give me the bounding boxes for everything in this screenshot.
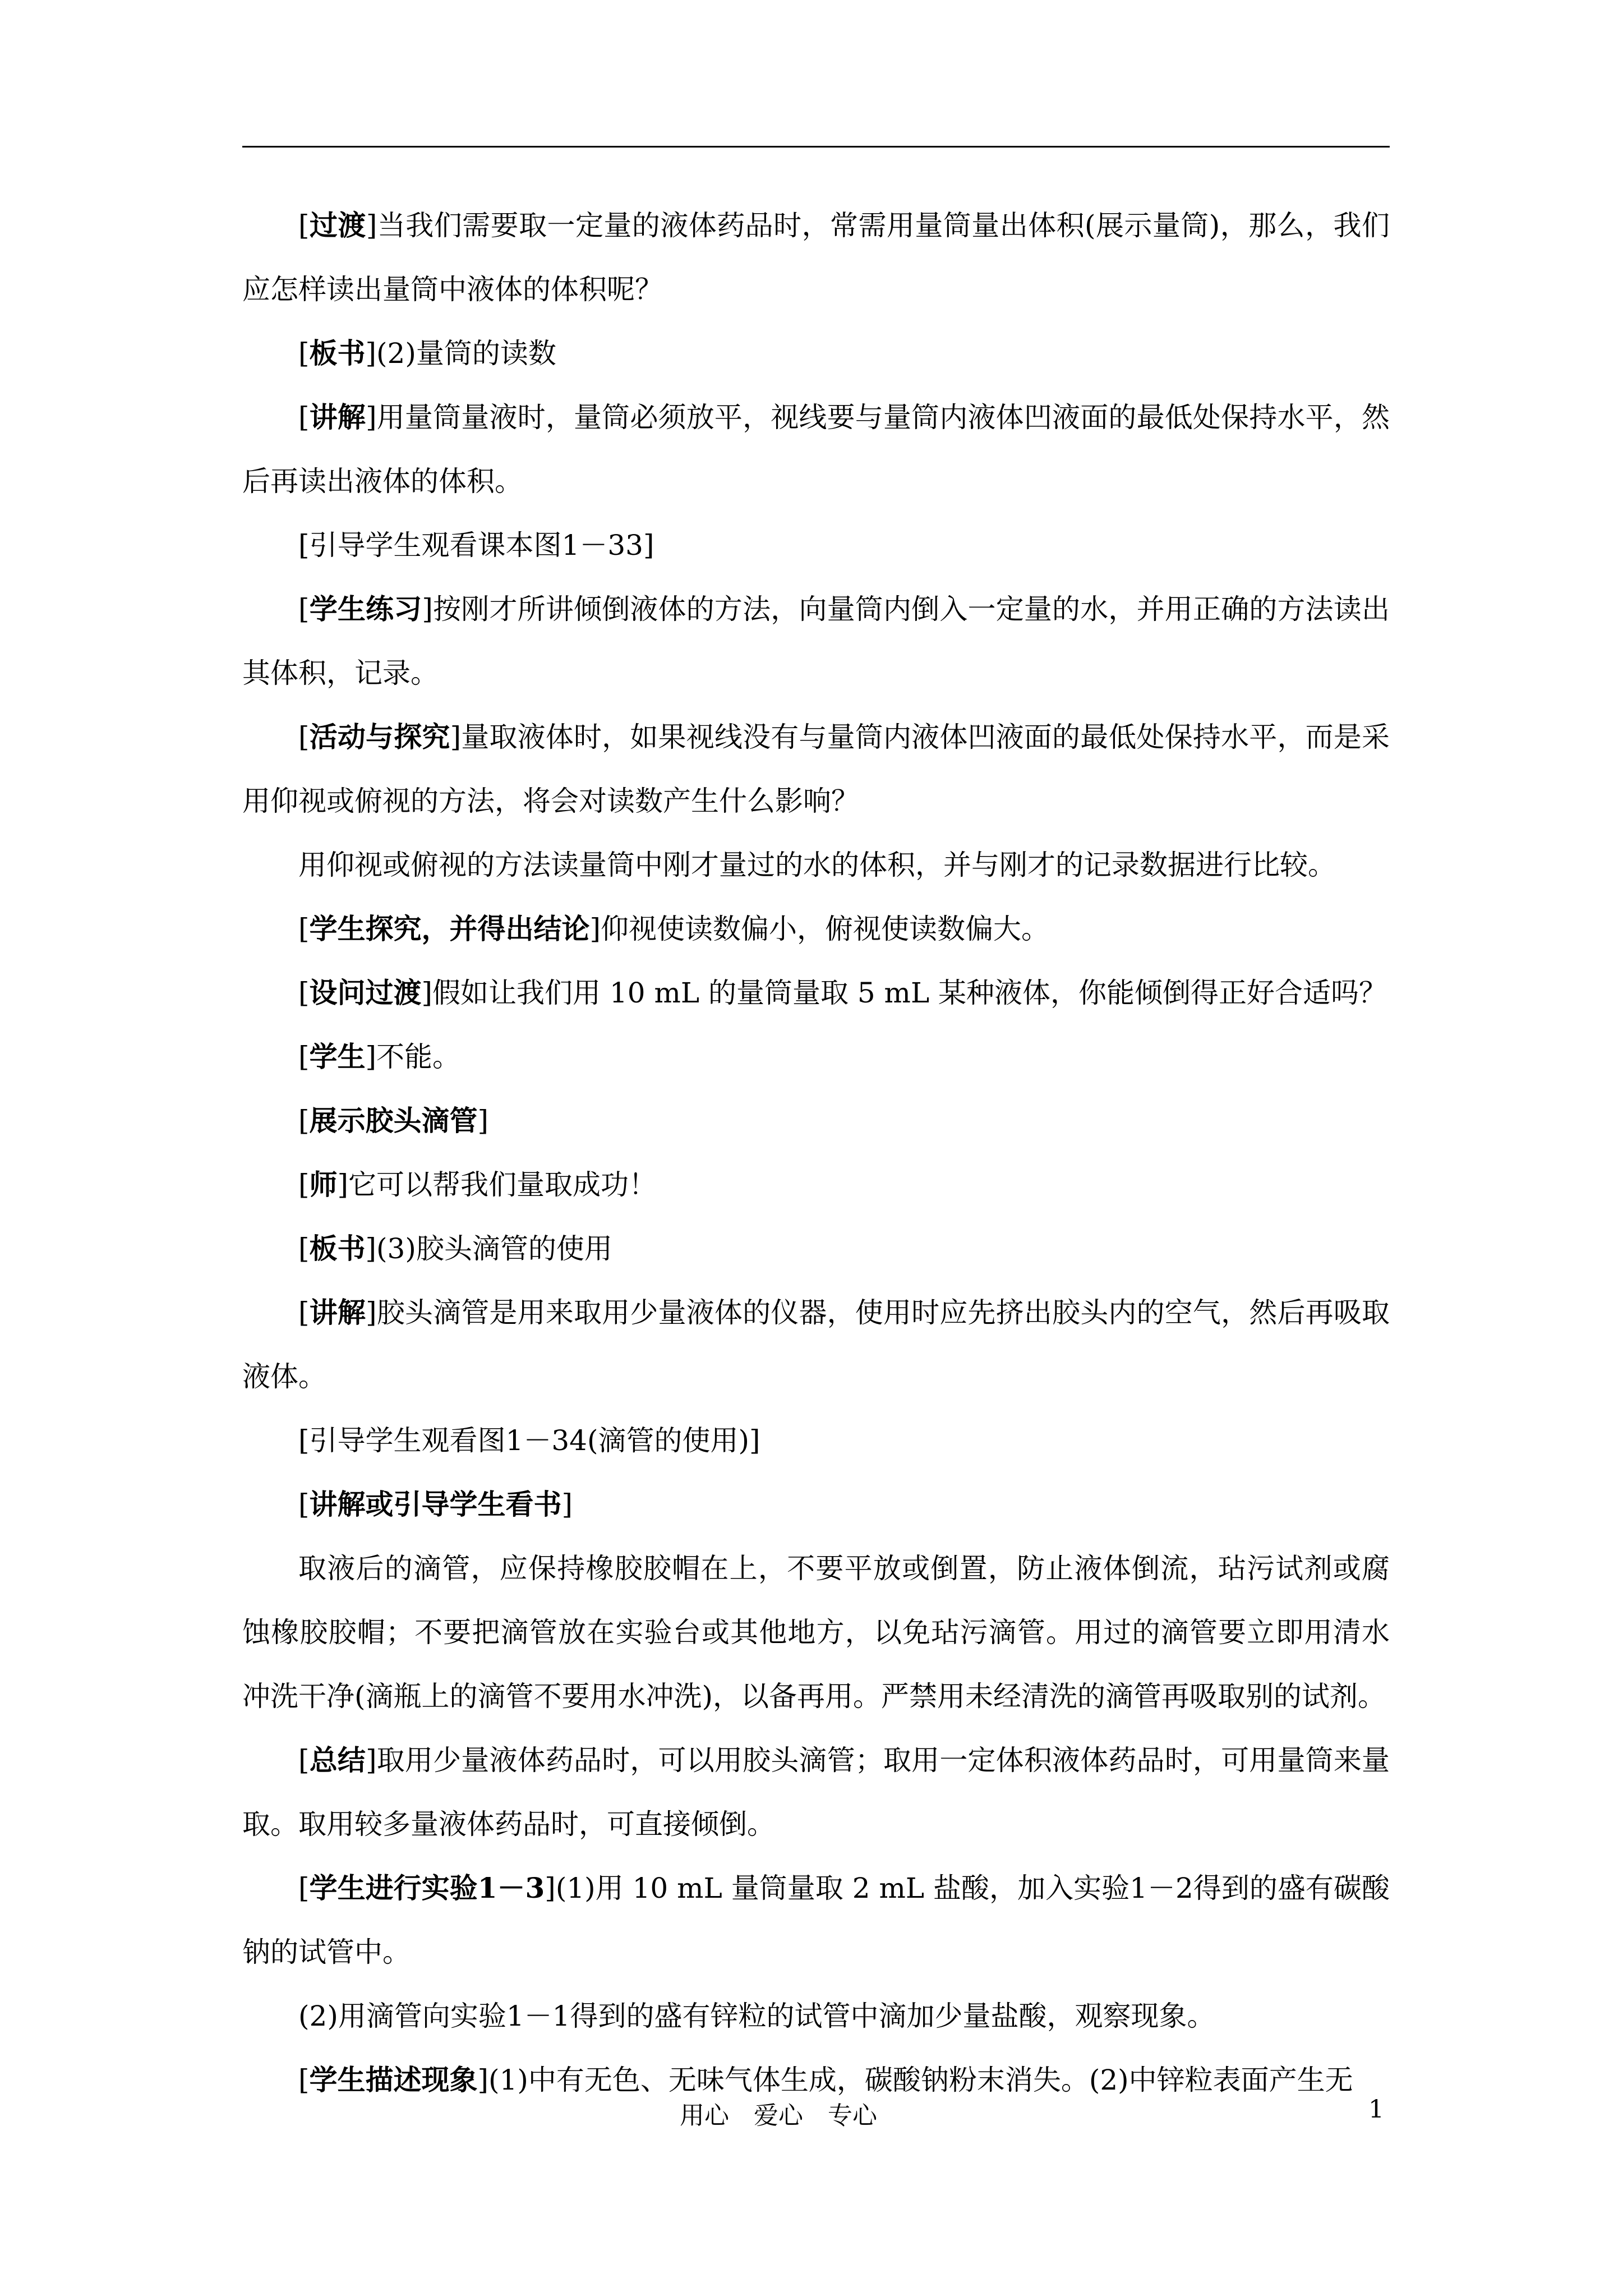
paragraph-text: 假如让我们用 10 mL 的量筒量取 5 mL 某种液体，你能倾倒得正好合适吗？: [432, 977, 1387, 1009]
paragraph-tag: [ 过渡 ]: [298, 209, 377, 242]
paragraph: [242, 513, 1390, 577]
paragraph-text: 用量筒量液时，量筒必须放平，视线要与量筒内液体凹液面的最低处保持水平，然后再读出液体的体积。: [242, 401, 1390, 498]
paragraph-text: 按刚才所讲倾倒液体的方法，向量筒内倒入一定量的水，并用正确的方法读出其体积，记录。: [242, 593, 1390, 689]
paragraph-text: [引导学生观看图1－34(滴管的使用)]: [298, 1424, 760, 1457]
paragraph-tag: [ 讲解 ]: [298, 1296, 377, 1329]
document-body: [242, 194, 1390, 2112]
paragraph: [242, 1153, 1390, 1217]
paragraph-text: (2)量筒的读数: [376, 337, 556, 370]
paragraph: [242, 1409, 1390, 1473]
paragraph: [242, 1217, 1390, 1281]
paragraph-tag: [ 展示胶头滴管 ]: [298, 1104, 488, 1137]
paragraph: [242, 1089, 1390, 1153]
paragraph: [242, 1536, 1390, 1728]
header-rule: [242, 146, 1390, 148]
paragraph-tag: [ 讲解 ]: [298, 401, 377, 434]
paragraph-tag: [ 学生 ]: [298, 1040, 376, 1073]
paragraph-text: 取用少量液体药品时，可以用胶头滴管；取用一定体积液体药品时，可用量筒来量取。取用较多量液体药品时，可直接倾倒。: [242, 1744, 1390, 1841]
paragraph-text: (1)中有无色、无味气体生成，碳酸钠粉末消失。(2)中锌粒表面产生无: [488, 2064, 1353, 2096]
paragraph: [242, 1856, 1390, 1984]
paragraph-text: 量取液体时，如果视线没有与量筒内液体凹液面的最低处保持水平，而是采用仰视或俯视的方法，将会对读数产生什么影响？: [242, 721, 1390, 817]
paragraph: [242, 897, 1390, 961]
paragraph: [242, 1984, 1390, 2048]
paragraph-tag: [ 板书 ]: [298, 1232, 376, 1265]
paragraph-tag: [ 学生练习 ]: [298, 592, 433, 625]
paragraph-text: 取液后的滴管，应保持橡胶胶帽在上，不要平放或倒置，防止液体倒流，玷污试剂或腐蚀橡胶胶帽；不要把滴管放在实验台或其他地方，以免玷污滴管。用过的滴管要立即用清水冲洗干净(滴瓶上的滴管不要用水冲洗)，以备再用。严禁用未经清洗的滴管再吸取别的试剂。: [242, 1552, 1390, 1713]
paragraph-text: (3)胶头滴管的使用: [376, 1232, 612, 1265]
paragraph-text: 不能。: [376, 1041, 461, 1073]
paragraph-text: 用仰视或俯视的方法读量筒中刚才量过的水的体积，并与刚才的记录数据进行比较。: [298, 849, 1336, 881]
paragraph: [242, 1025, 1390, 1089]
paragraph: [242, 1473, 1390, 1536]
paragraph-tag: [ 设问过渡 ]: [298, 976, 432, 1009]
paragraph-text: (2)用滴管向实验1－1得到的盛有锌粒的试管中滴加少量盐酸，观察现象。: [298, 2000, 1215, 2032]
paragraph: [242, 321, 1390, 385]
paragraph-tag: [ 总结 ]: [298, 1743, 377, 1777]
paragraph-tag: [ 板书 ]: [298, 337, 376, 370]
paragraph: [242, 1281, 1390, 1409]
paragraph-text: [引导学生观看课本图1－33]: [298, 529, 654, 562]
paragraph: [242, 385, 1390, 513]
paragraph: [242, 833, 1390, 897]
paragraph-text: 仰视使读数偏小，俯视使读数偏大。: [601, 913, 1050, 945]
paragraph: [242, 194, 1390, 321]
paragraph-tag: [ 讲解或引导学生看书 ]: [298, 1488, 573, 1521]
paragraph-text: 胶头滴管是用来取用少量液体的仪器，使用时应先挤出胶头内的空气，然后再吸取液体。: [242, 1296, 1390, 1393]
page-footer: [0, 2095, 1623, 2134]
paragraph-tag: [ 学生探究，并得出结论 ]: [298, 912, 601, 945]
paragraph-text: 当我们需要取一定量的液体药品时，常需用量筒量出体积(展示量筒)，那么，我们应怎样读出量筒中液体的体积呢？: [242, 209, 1390, 306]
paragraph-tag: [ 学生进行实验1－3 ]: [298, 1871, 556, 1904]
paragraph: [242, 961, 1390, 1025]
paragraph-tag: [ 师 ]: [298, 1168, 348, 1201]
footer-motto: 用心 爱心 专心: [680, 2101, 877, 2130]
page-number: 1: [1368, 2095, 1384, 2124]
paragraph: [242, 705, 1390, 833]
paragraph: [242, 1728, 1390, 1856]
paragraph-text: (1)用 10 mL 量筒量取 2 mL 盐酸，加入实验1－2得到的盛有碳酸钠的试管中。: [242, 1872, 1390, 1968]
paragraph: [242, 577, 1390, 705]
paragraph-tag: [ 学生描述现象 ]: [298, 2063, 488, 2096]
paragraph-tag: [ 活动与探究 ]: [298, 720, 461, 753]
paragraph-text: 它可以帮我们量取成功！: [348, 1168, 657, 1201]
